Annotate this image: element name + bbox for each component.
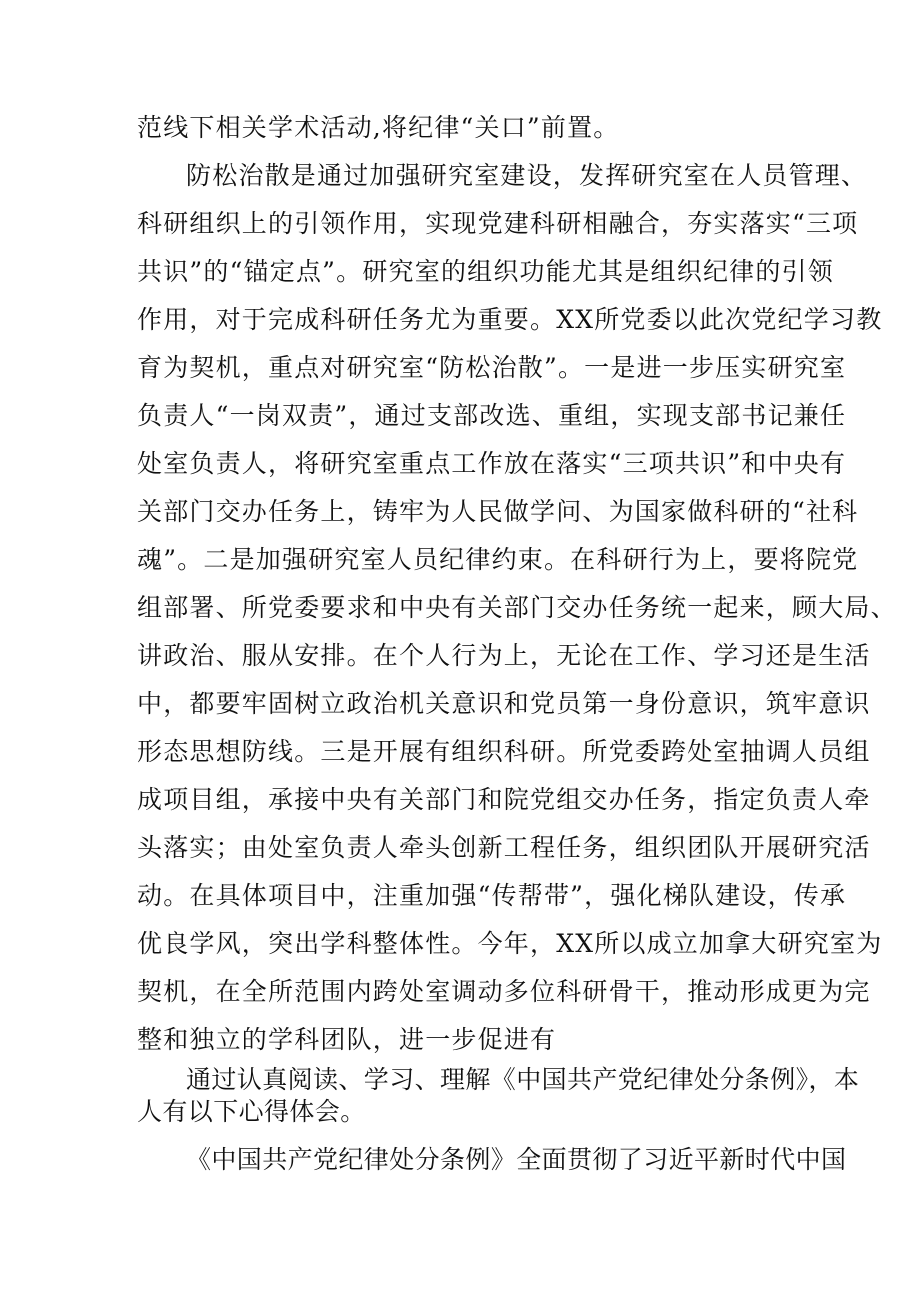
- text-line: 契机，在全所范围内跨处室调动多位科研骨干，推动形成更为完: [137, 977, 871, 1006]
- text-line: 成项目组，承接中央有关部门和院党组交办任务，指定负责人牵: [137, 785, 871, 814]
- text-line: 优良学风，突出学科整体性。今年，XX所以成立加拿大研究室为: [137, 929, 883, 958]
- text-line: 整和独立的学科团队，进一步促进有: [137, 1025, 557, 1054]
- text-line: 讲政治、服从安排。在个人行为上，无论在工作、学习还是生活: [137, 641, 871, 670]
- text-line: 育为契机，重点对研究室“防松治散”。一是进一步压实研究室: [137, 353, 847, 382]
- text-line: 头落实；由处室负责人牵头创新工程任务，组织团队开展研究活: [137, 833, 871, 862]
- text-line: 处室负责人，将研究室重点工作放在落实“三项共识”和中央有: [137, 449, 847, 478]
- paragraph-start-line: 防松治散是通过加强研究室建设，发挥研究室在人员管理、: [186, 161, 868, 190]
- text-line: 范线下相关学术活动,将纪律“关口”前置。: [137, 113, 620, 142]
- text-line: 科研组织上的引领作用，实现党建科研相融合，夯实落实“三项: [137, 209, 859, 238]
- text-line: 负责人“一岗双责”，通过支部改选、重组，实现支部书记兼任: [137, 401, 847, 430]
- text-line: 人有以下心得体会。: [137, 1097, 366, 1126]
- text-line: 魂”。二是加强研究室人员纪律约束。在科研行为上，要将院党: [137, 545, 859, 574]
- text-line: 共识”的“锚定点”。研究室的组织功能尤其是组织纪律的引领: [137, 257, 834, 286]
- text-line: 动。在具体项目中，注重加强“传帮带”，强化梯队建设，传承: [137, 881, 847, 910]
- paragraph-start-line: 《中国共产党纪律处分条例》全面贯彻了习近平新时代中国: [186, 1145, 847, 1174]
- text-line: 形态思想防线。三是开展有组织科研。所党委跨处室抽调人员组: [137, 737, 871, 766]
- text-line: 作用，对于完成科研任务尤为重要。XX所党委以此次党纪学习教: [137, 305, 883, 334]
- text-line: 组部署、所党委要求和中央有关部门交办任务统一起来，顾大局、: [137, 593, 897, 622]
- text-line: 关部门交办任务上，铸牢为人民做学问、为国家做科研的“社科: [137, 497, 859, 526]
- paragraph-start-line: 通过认真阅读、学习、理解《中国共产党纪律处分条例》，本: [186, 1065, 860, 1094]
- text-line: 中，都要牢固树立政治机关意识和党员第一身份意识，筑牢意识: [137, 689, 871, 718]
